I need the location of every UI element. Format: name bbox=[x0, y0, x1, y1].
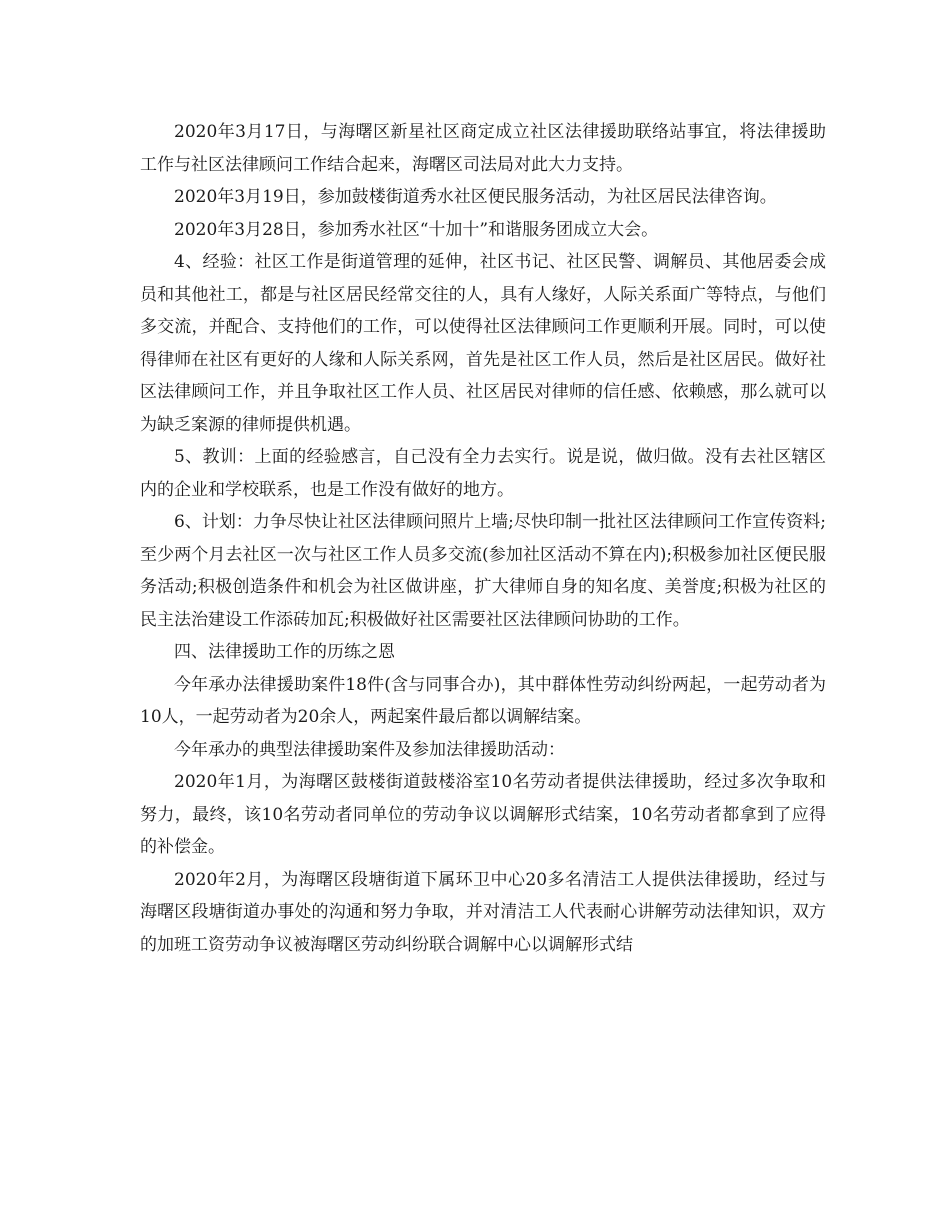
section-heading-legal-aid: 四、法律援助工作的历练之恩 bbox=[174, 642, 395, 662]
paragraph-mar28: 2020年3月28日，参加秀水社区“十加十”和谐服务团成立大会。 bbox=[174, 219, 659, 240]
paragraph-jan-case: 2020年1月，为海曙区鼓楼街道鼓楼浴室10名劳动者提供法律援助，经过多次争取和努力，最终，该10名劳动者同单位的劳动争议以调解形式结案，10名劳动者都拿到了应得的补偿金。 bbox=[140, 772, 826, 857]
paragraph-mar17: 2020年3月17日，与海曙区新星社区商定成立社区法律援助联络站事宜，将法律援助工作与社区法律顾问工作结合起来，海曙区司法局对此大力支持。 bbox=[140, 122, 826, 175]
paragraph-mar19: 2020年3月19日，参加鼓楼街道秀水社区便民服务活动，为社区居民法律咨询。 bbox=[174, 187, 777, 207]
document-body bbox=[140, 116, 826, 961]
paragraph-cases-summary: 今年承办法律援助案件18件(含与同事合办)，其中群体性劳动纠纷两起，一起劳动者为10人，一起劳动者为20余人，两起案件最后都以调解结案。 bbox=[140, 674, 826, 727]
paragraph-lessons: 5、教训：上面的经验感言，自己没有全力去实行。说是说，做归做。没有去社区辖区内的企业和学校联系，也是工作没有做好的地方。 bbox=[140, 447, 826, 500]
paragraph-typical-cases-intro: 今年承办的典型法律援助案件及参加法律援助活动： bbox=[174, 739, 565, 760]
paragraph-feb-case: 2020年2月，为海曙区段塘街道下属环卫中心20多名清洁工人提供法律援助，经过与海曙区段塘街道办事处的沟通和努力争取，并对清洁工人代表耐心讲解劳动法律知识，双方的加班工资劳动争议被海曙区劳动纠纷联合调解中心以调解形式结 bbox=[140, 869, 826, 955]
paragraph-plan: 6、计划：力争尽快让社区法律顾问照片上墙;尽快印制一批社区法律顾问工作宣传资料;至少两个月去社区一次与社区工作人员多交流(参加社区活动不算在内);积极参加社区便民服务活动;积极创造条件和机会为社区做讲座，扩大律师自身的知名度、美誉度;积极为社区的民主法治建设工作添砖加瓦;积极做好社区需要社区法律顾问协助的工作。 bbox=[140, 512, 826, 630]
paragraph-experience: 4、经验：社区工作是街道管理的延伸，社区书记、社区民警、调解员、其他居委会成员和其他社工，都是与社区居民经常交往的人，具有人缘好，人际关系面广等特点，与他们多交流，并配合、支持他们的工作，可以使得社区法律顾问工作更顺利开展。同时，可以使得律师在社区有更好的人缘和人际关系网，首先是社区工作人员，然后是社区居民。做好社区法律顾问工作，并且争取社区工作人员、社区居民对律师的信任感、依赖感，那么就可以为缺乏案源的律师提供机遇。 bbox=[140, 252, 826, 435]
